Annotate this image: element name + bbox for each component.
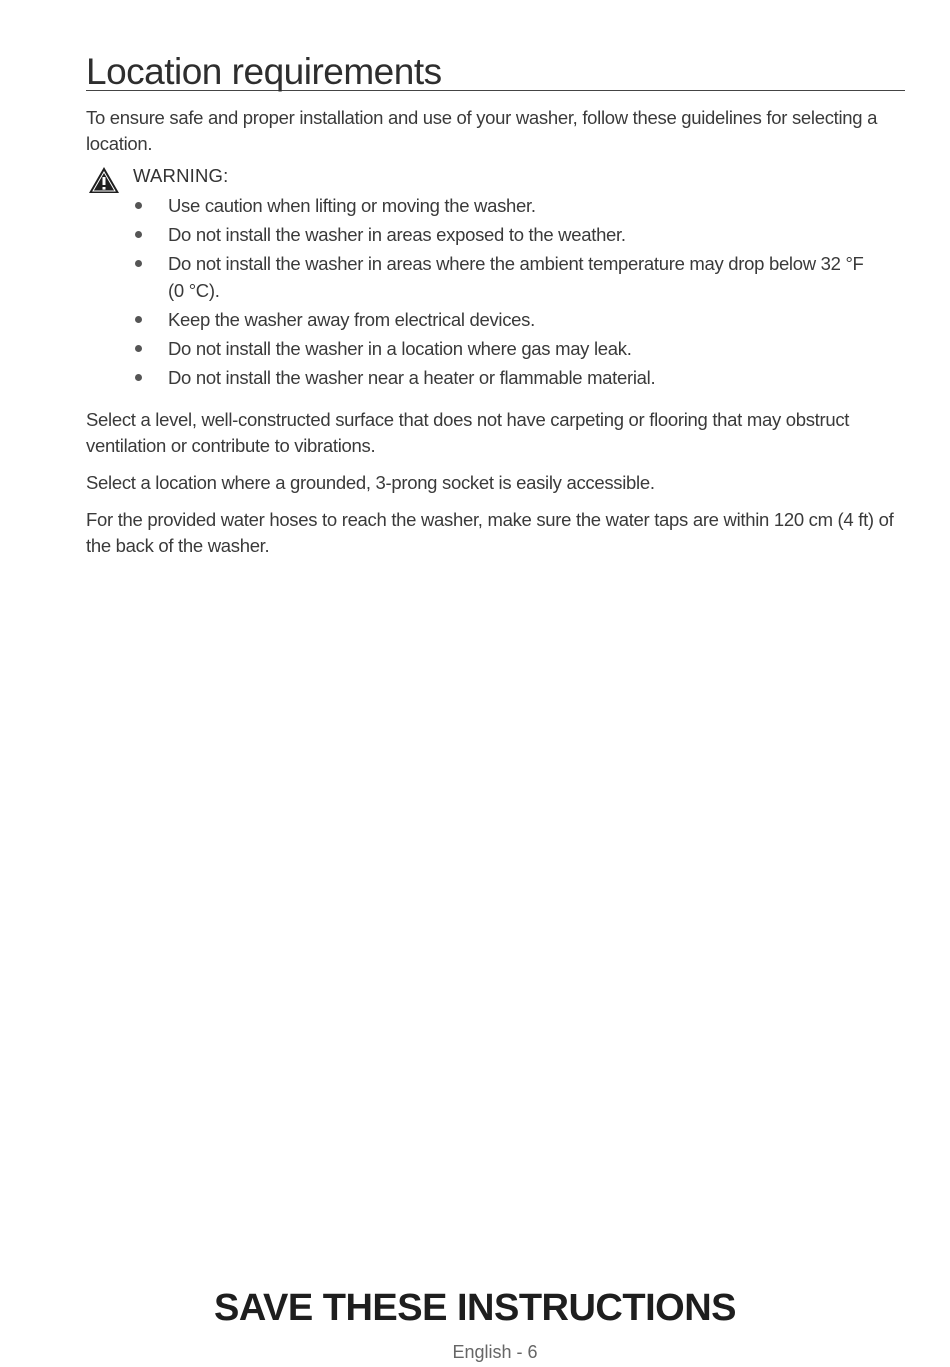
list-item-text: Keep the washer away from electrical devices. xyxy=(168,309,535,330)
list-item-text: Do not install the washer in a location where gas may leak. xyxy=(168,338,632,359)
title-rule xyxy=(86,52,905,91)
intro-paragraph: To ensure safe and proper installation and use of your washer, follow these guidelines for selecting a location. xyxy=(86,107,878,154)
warning-list xyxy=(131,192,871,393)
list-item-text: Do not install the washer in areas where the ambient temperature may drop below 32 °F (0 °C). xyxy=(168,253,864,301)
page-number: English - 6 xyxy=(452,1342,538,1362)
list-item-text: Do not install the washer near a heater or flammable material. xyxy=(168,367,656,388)
water-taps-paragraph: For the provided water hoses to reach the washer, make sure the water taps are within 120 cm (4 ft) of the back of the washer. xyxy=(86,509,894,556)
bullet-icon xyxy=(135,202,142,209)
list-item-text: Use caution when lifting or moving the washer. xyxy=(168,195,536,216)
warning-header xyxy=(88,163,388,193)
list-item xyxy=(131,192,871,219)
list-item-text: Do not install the washer in areas exposed to the weather. xyxy=(168,224,626,245)
bullet-icon xyxy=(135,260,142,267)
page-title: Location requirements xyxy=(86,51,442,92)
bullet-icon xyxy=(135,316,142,323)
socket-paragraph: Select a location where a grounded, 3-prong socket is easily accessible. xyxy=(86,472,655,493)
warning-triangle-icon xyxy=(88,166,120,194)
save-instructions-heading: SAVE THESE INSTRUCTIONS xyxy=(214,1287,736,1329)
bullet-icon xyxy=(135,374,142,381)
list-item xyxy=(131,335,871,362)
bullet-icon xyxy=(135,231,142,238)
list-item xyxy=(131,306,871,333)
bullet-icon xyxy=(135,345,142,352)
warning-label: WARNING: xyxy=(133,165,229,186)
surface-paragraph: Select a level, well-constructed surface that does not have carpeting or flooring that may obstruct ventilation or contribute to vibrations. xyxy=(86,409,850,456)
list-item xyxy=(131,221,871,248)
list-item xyxy=(131,364,871,391)
list-item xyxy=(131,250,871,304)
